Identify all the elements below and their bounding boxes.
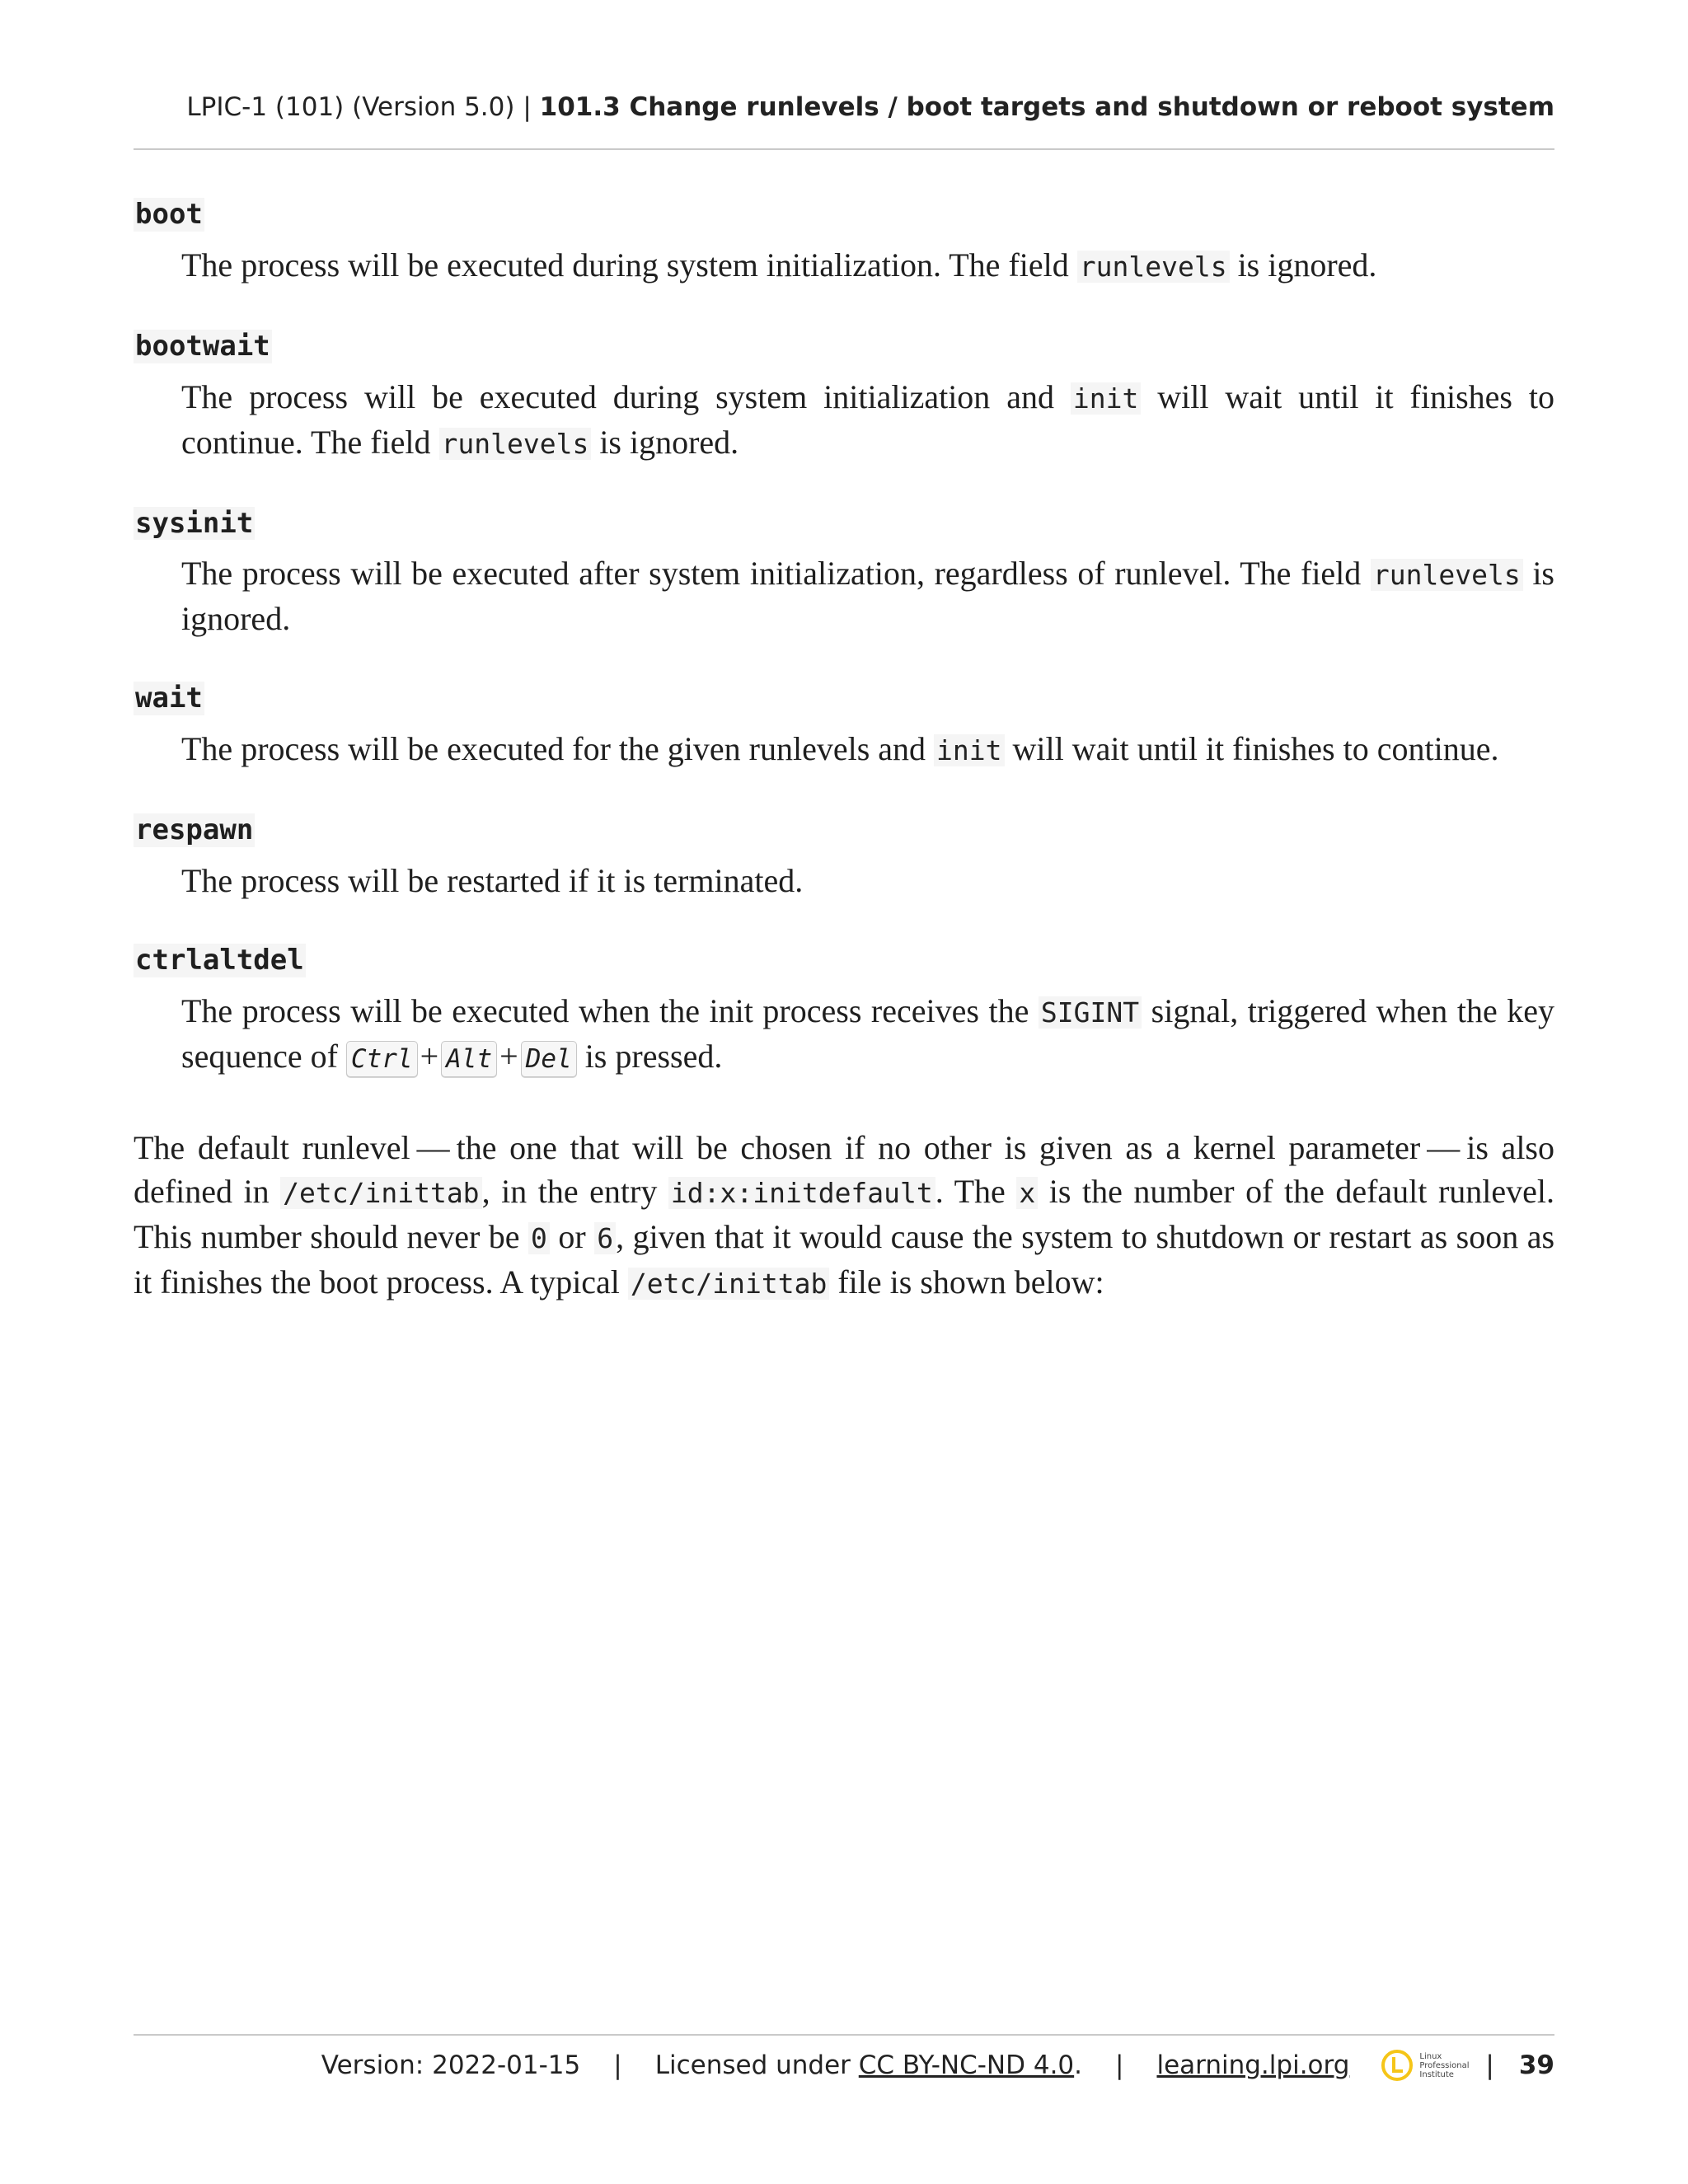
inline-code: /etc/inittab: [628, 1268, 829, 1300]
text-run: The process will be executed when the init process receives the: [181, 991, 1039, 1029]
term-label: wait: [135, 682, 203, 715]
page-content: [134, 198, 1554, 1305]
inline-code: SIGINT: [1039, 996, 1142, 1029]
text-run: The process will be restarted if it is terminated.: [181, 861, 804, 899]
term-label: sysinit: [135, 506, 254, 540]
inline-code: init: [1071, 382, 1141, 415]
text-run: is ignored.: [1229, 246, 1377, 284]
text-run: will wait until it finishes to continue.: [1004, 730, 1499, 768]
inline-code: 6: [594, 1222, 616, 1254]
text-run: , in the entry: [481, 1172, 668, 1210]
term-description: [181, 551, 1554, 640]
lpi-logo-icon: [1381, 2049, 1414, 2082]
header-section-title: 101.3 Change runlevels / boot targets and shutdown or reboot system: [539, 92, 1554, 122]
footer-divider: [134, 2034, 1554, 2036]
definition-ctrlaltdel: [134, 944, 1554, 1078]
inline-code: runlevels: [439, 428, 592, 460]
plus-sign: +: [499, 1037, 518, 1075]
header-course: LPIC-1 (101) (Version 5.0) |: [186, 92, 540, 122]
text-run: The process will be executed after system initialization, regardless of runlevel. The field: [181, 555, 1371, 593]
term-label: ctrlaltdel: [135, 943, 304, 977]
header-divider: [134, 148, 1554, 150]
term-description: [181, 859, 1554, 902]
lpi-logo: [1381, 2049, 1477, 2082]
keycap-alt: Alt: [441, 1041, 497, 1077]
site-link[interactable]: learning.lpi.org: [1156, 2050, 1350, 2080]
page-footer: [134, 2044, 1554, 2087]
license-suffix: .: [1074, 2050, 1083, 2080]
text-run: will wait until it finishes to continue. The field: [181, 377, 1554, 461]
keycap-ctrl: Ctrl: [346, 1041, 418, 1077]
plus-sign: +: [420, 1037, 439, 1075]
text-run: is ignored.: [181, 555, 1554, 638]
text-run: signal, triggered when the key sequence of: [181, 991, 1554, 1075]
default-runlevel-paragraph: [134, 1126, 1554, 1305]
inline-code: id:x:initdefault: [668, 1177, 935, 1209]
term-label: bootwait: [135, 329, 270, 363]
footer-version: Version: 2022-01-15: [321, 2050, 581, 2080]
text-run: or: [549, 1217, 595, 1255]
keycap-del: Del: [521, 1041, 577, 1077]
inline-code: runlevels: [1077, 251, 1230, 283]
definition-boot: [134, 198, 1554, 288]
footer-license: [655, 2050, 1082, 2080]
text-run: is ignored.: [591, 423, 739, 461]
page-number: 39: [1518, 2050, 1554, 2080]
term-label: respawn: [135, 813, 254, 847]
definition-respawn: [134, 813, 1554, 902]
text-run: . The: [935, 1172, 1017, 1210]
logo-wordmark: [1419, 2052, 1477, 2079]
logo-line: Professional: [1419, 2060, 1470, 2070]
text-run: The default runlevel — the one that will be chosen if no other is given as a kernel parameter — is also defined in: [134, 1128, 1554, 1210]
text-run: , given that it would cause the system to shutdown or restart as soon as it finishes the boot process. A typical: [134, 1217, 1555, 1301]
term-description: [181, 375, 1554, 466]
definition-bootwait: [134, 330, 1554, 466]
page-header: [134, 92, 1554, 122]
definition-wait: [134, 682, 1554, 772]
footer-separator: |: [613, 2050, 622, 2080]
text-run: is the number of the default runlevel. This number should never be: [134, 1172, 1555, 1255]
license-link[interactable]: CC BY-NC-ND 4.0: [858, 2050, 1075, 2080]
definition-sysinit: [134, 507, 1554, 641]
text-run: The process will be executed for the given runlevels and: [181, 730, 935, 768]
term-description: [181, 989, 1554, 1078]
footer-separator: |: [1115, 2050, 1124, 2080]
term-label: boot: [135, 198, 203, 231]
license-prefix: Licensed under: [654, 2050, 859, 2080]
logo-line: Institute: [1419, 2069, 1454, 2079]
inline-code: /etc/inittab: [280, 1177, 481, 1209]
inline-code: 0: [528, 1222, 550, 1254]
logo-line: Linux: [1419, 2051, 1442, 2061]
text-run: file is shown below:: [829, 1263, 1104, 1301]
text-run: The process will be executed during system initialization. The field: [181, 246, 1077, 284]
inline-code: x: [1016, 1177, 1038, 1209]
footer-separator: |: [1485, 2050, 1494, 2080]
inline-code: runlevels: [1371, 559, 1523, 591]
term-description: [181, 243, 1554, 288]
term-description: [181, 727, 1554, 772]
text-run: is pressed.: [576, 1037, 723, 1075]
inline-code: init: [934, 734, 1004, 766]
text-run: The process will be executed during system initialization and: [181, 377, 1071, 415]
